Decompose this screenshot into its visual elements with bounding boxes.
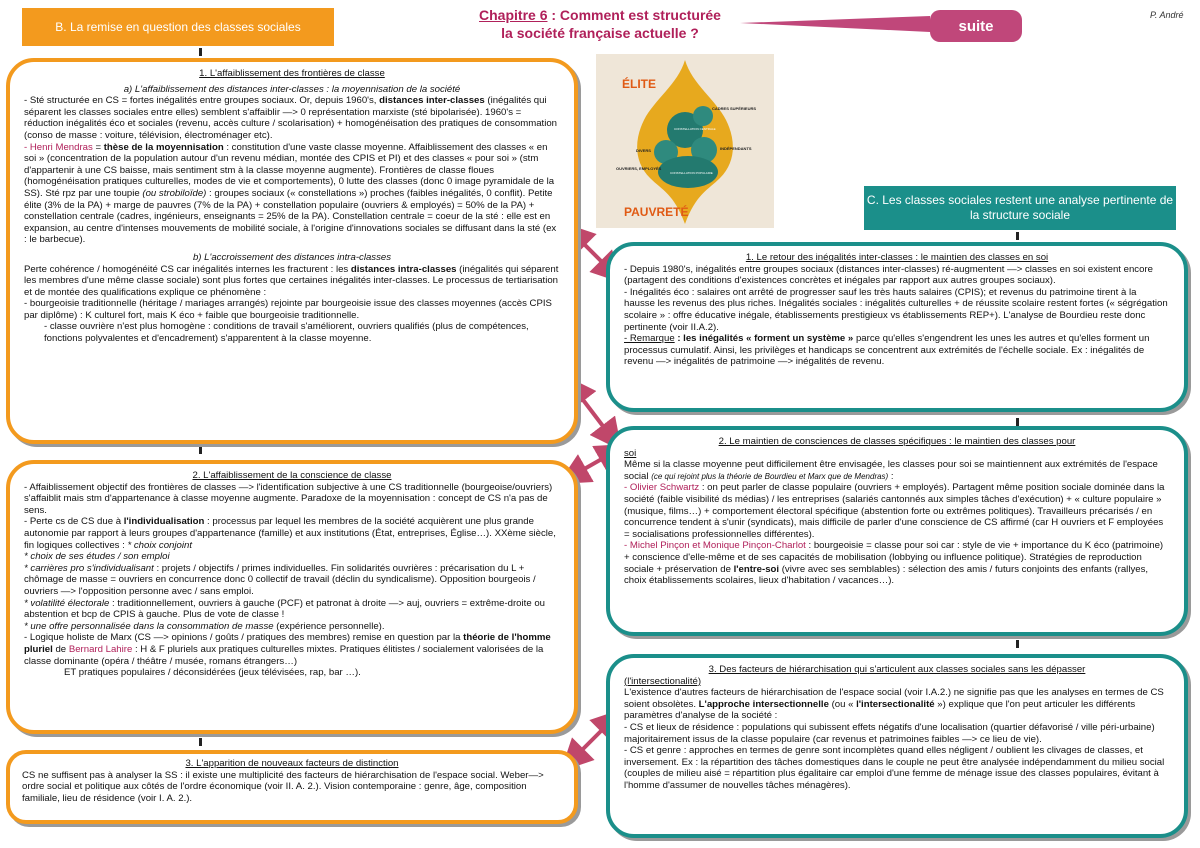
connector-dot xyxy=(199,738,202,746)
constellation-centrale-label: CONSTELLATION CENTRALE xyxy=(674,127,716,131)
c2-title: 2. Le maintien de consciences de classes spécifiques : le maintien des classes pour xyxy=(718,436,1076,447)
b3-paragraph-1: CS ne suffisent pas à analyser la SS : il existe une multiplicité des facteurs de hiérarchisation de l'espace social. Weber—> ordre social et politique aux côtés de l'ordre économique (voir II. A. 2.). Vision contemporaine : genre, âge, composition familiale, lieu de résidence (voir I. A. 2.). xyxy=(22,769,544,804)
c1-title: 1. Le retour des inégalités inter-classes : le maintien des classes en soi xyxy=(745,252,1049,263)
box-c1 xyxy=(606,242,1188,412)
section-b-header: B. La remise en question des classes sociales xyxy=(22,8,334,46)
section-c-header: C. Les classes sociales restent une analyse pertinente de la structure sociale xyxy=(864,186,1176,230)
b1-title: 1. L'affaiblissement des frontières de classe xyxy=(199,68,385,79)
b2-paragraph-1: - Affaiblissement objectif des frontières de classes —> l'identification subjective à une CS traditionnelle (bourgeoise/ouvriers) s'affaiblit mais stm d'appartenance à classe moyenne augmente. Paradoxe de la moyennisation : concept de CS n'a pas de sens. xyxy=(24,481,553,516)
c2-paragraph-1: Même si la classe moyenne peut difficilement être envisagée, les classes pour soi se maintiennent aux extrémités de l'espace social (ce qui rejoint plus la théorie de Bourdieu et Marx que de Mendras) : xyxy=(624,459,1158,482)
b2-paragraph-8: ET pratiques populaires / déconsidérées (jeux télévisées, rap, bar …). xyxy=(64,667,361,679)
c1-paragraph-3: - Remarque : les inégalités « forment un système » parce qu'elles s'engendrent les unes les autres et qu'elles forment un processus cumulatif. Ainsi, les privilèges et handicaps se concentrent aux extrémités de l'échelle sociale. Ex : inégalités de revenu —> inégalités de patrimoine —> inégalités de revenu. xyxy=(624,333,1150,368)
b2-paragraph-2: - Perte cs de CS due à l'individualisation : processus par lequel les membres de la société acquièrent une plus grande autonomie par rapport à leurs groupes d'appartenance (famille) et aux institutions (État, entreprises, Église…). XXème siècle, fin logiques collectives : * choix conjoint xyxy=(24,516,556,551)
b1-b-paragraph-1: Perte cohérence / homogénéité CS car inégalités internes les fracturent : les distances intra-classes (inégalités qui séparent les membres d'une même classe sociale) sont plus fortes que certaines inégalités inter-classes. Le processus de tertiarisation et de montée des qualifications explique ce phénomène : xyxy=(24,263,559,298)
box-c2 xyxy=(606,426,1188,636)
independants-label: INDÉPENDANTS xyxy=(720,146,752,151)
b1-b-paragraph-3: - classe ouvrière n'est plus homogène : conditions de travail s'améliorent, ouvriers qualifiés (plus de compétences, fonctions polyvalentes et d'encadrement) s'apparentent à la classe moyenne. xyxy=(44,321,529,345)
b2-paragraph-5: * volatilité électorale : traditionnellement, ouvriers à gauche (PCF) et patronat à droite —> auj, ouvriers = extrême-droite ou abstention et bcp de CPIS à gauche. Plus de vote de classe ! xyxy=(24,597,545,621)
connector-dot xyxy=(199,48,202,56)
box-b2 xyxy=(6,460,578,734)
b1-b-paragraph-2: - bourgeoisie traditionnelle (héritage / mariages arrangés) rejointe par bourgeoisie issue des classes moyennes (accès CPIS par diplôme) : K culturel fort, mais K éco + faible que bourgeoisie traditionnelle. xyxy=(24,298,552,321)
elite-label: ÉLITE xyxy=(622,77,657,91)
connector-dot xyxy=(1016,232,1019,240)
chapter-label: Chapitre 6 xyxy=(479,7,548,23)
pauvrete-label: PAUVRETÉ xyxy=(624,205,689,219)
b2-paragraph-7: - Logique holiste de Marx (CS —> opinions / goûts / pratiques des membres) remise en question par la théorie de l'homme pluriel de Bernard Lahire : H & F pluriels aux pratiques culturelles mixtes. Pratiques élitistes / socialement valorisées de la classe dominante (opéra / théâtre / musée, romans étrangers…) xyxy=(24,632,551,667)
b2-paragraph-4: * carrières pro s'individualisant : projets / objectifs / primes individuelles. Fin solidarités ouvrières : précarisation du L + chômage de masse = ouvriers en concurrence donc 0 collectif de travail (déclin du syndicalisme). Opposition bourgeois / ouvriers —> l'opposition personne avec / sans emploi. xyxy=(24,562,536,597)
c2-paragraph-2: - Olivier Schwartz : on peut parler de classe populaire (ouvriers + employés). Partagent même position sociale dominée dans la société (faible visibilité ds médias) / les entreprises (salariés cantonnés aux simples tâches d'exécution) + « culture populaire » (musique, films…) + comportement électoral spécifique (abstention forte ou extrêmes politiques). Travailleurs précarisés / en concurrence tendent à s'unir (syndicats), mais difficile de parler d'une conscience de CS affirmé (car H ouvriers et F employées = socialisations professionnelles différentes). xyxy=(624,482,1165,540)
page-title xyxy=(420,6,780,42)
c2-title-cont: soi xyxy=(624,447,637,459)
b1-a-paragraph-2: - Henri Mendras = thèse de la moyennisation : constitution d'une vaste classe moyenne. Affaiblissement des classes « en soi » (concentration de la population autour d'un revenu médian, montée des CPIS et PI) et des classes « pour soi » (stm d'appartenir à une CS baisse, mais sentiment stm à la classe moyenne augmente). Frontières de classe floues (homogénéisation pratiques culturelles, modes de vie et comportements), 0 lutte des classes (donc 0 image pyramidale de la SS). Sté rpz par une toupie (ou strobiloïde) : groupes sociaux (« constellations ») proches (faibles inégalités, 0 conflit). Petite élite (3% de la PA) + marge de pauvres (7% de la PA) + constellation populaire (ouvriers & employés) = 50% de la PA) + constellation centrale (cadres, ingénieurs, enseignants = 25% de la PA). Constellation centrale = coeur de la sté : elle est en expansion, au centre d'intenses mouvements de mobilité sociale, à l'origine d'innovations sociales se diffusant dans la sté (ex : le barbecue). xyxy=(24,141,557,246)
b2-paragraph-6: * une offre personnalisée dans la consommation de masse (expérience personnelle). xyxy=(24,620,385,632)
connector-dot xyxy=(199,446,202,454)
b2-title: 2. L'affaiblissement de la conscience de classe xyxy=(192,470,392,481)
b1-a-paragraph-1: - Sté structurée en CS = fortes inégalités entre groupes sociaux. Or, depuis 1960's, distances inter-classes (inégalités qui séparent les classes sociales entre elles) semblent s'affaiblir —> 0 représentation marxiste (sté bipolarisée). 1960's = réduction inégalités éco et sociales (revenu, accès culture / scolarisation) + homogénéisation des pratiques de consommation (conso de masse : voiture, télévision, électroménager etc). xyxy=(24,95,558,141)
constellation-populaire-label: CONSTELLATION POPULAIRE xyxy=(670,171,713,175)
box-b1 xyxy=(6,58,578,444)
c1-paragraph-2: - Inégalités éco : salaires ont arrêté de progresser sauf les très hauts salaires (CPIS); et revenus du patrimoine tirent à la hausse les revenus des plus riches. Inégalités sociales : inégalités culturelles + de réussite scolaire restent fortes (« ségrégation scolaire » : offre éducative inégale, établissements prestigieux vs établissements REP+). L'analyse de Bourdieu reste donc pertinente (voir II.A.2). xyxy=(624,286,1168,333)
b2-paragraph-3: * choix de ses études / son emploi xyxy=(24,551,170,563)
c3-title: 3. Des facteurs de hiérarchisation qui s'articulent aux classes sociales sans les dépasser xyxy=(708,664,1086,675)
box-c3 xyxy=(606,654,1188,838)
box-b3 xyxy=(6,750,578,824)
suite-button[interactable]: suite xyxy=(930,10,1022,42)
connector-dot xyxy=(1016,640,1019,648)
title-ribbon xyxy=(740,14,940,34)
ouvriers-label: OUVRIERS, EMPLOYÉS xyxy=(616,166,662,171)
cadres-label: CADRES SUPÉRIEURS xyxy=(712,106,757,111)
b1-subtitle-b: b) L'accroissement des distances intra-classes xyxy=(192,251,392,263)
arrow-b1-c2 xyxy=(574,388,612,438)
spinning-top-illustration xyxy=(596,54,774,228)
c3-paragraph-1: L'existence d'autres facteurs de hiérarchisation de l'espace social (voir I.A.2.) ne signifie pas que les analyses en termes de CS soient obsolètes. L'approche intersectionnelle (ou « l'intersectionalité ») explique que l'on peut articuler les différents paramètres d'analyse de la société : xyxy=(624,687,1164,722)
author: P. André xyxy=(1150,10,1184,20)
c1-paragraph-1: - Depuis 1980's, inégalités entre groupes sociaux (distances inter-classes) ré-augmentent —> classes en soi existent encore (partagent des conditions d'existences concrètes et inégales par rapport aux autres groupes sociaux). xyxy=(624,263,1153,287)
chapter-title-line2: la société française actuelle ? xyxy=(501,25,699,41)
chapter-title-line1: : Comment est structurée xyxy=(547,7,721,23)
c2-paragraph-3: - Michel Pinçon et Monique Pinçon-Charlot : bourgeoisie = classe pour soi car : style de vie + importance du K éco (patrimoine) + conscience d'elle-même et de ses capacités de mobilisation (lobbying ou influence politique). Stratégies de reproduction sociale + préservation de l'entre-soi (vivre avec ses semblables) : sélection des amis / futurs conjoints des enfants (rallyes, choix établissements scolaires, lieux d'habitation / vacances…). xyxy=(624,540,1164,587)
b3-title: 3. L'apparition de nouveaux facteurs de distinction xyxy=(185,758,399,769)
divers-label: DIVERS xyxy=(636,148,651,153)
c3-title-cont: (l'intersectionalité) xyxy=(624,675,702,687)
b1-subtitle-a: a) L'affaiblissement des distances inter-classes : la moyennisation de la société xyxy=(123,83,461,95)
c3-paragraph-2: - CS et lieux de résidence : populations qui subissent effets négatifs d'une localisation (quartier défavorisé / ville péri-urbaine) majoritairement issus de la classe populaire (car revenus et patrimoines faibles —> ce lieu de vie). xyxy=(624,721,1155,745)
c3-paragraph-3: - CS et genre : approches en termes de genre sont incomplètes quand elles négligent / oublient les clivages de classes, et inversement. Ex : la répartition des tâches domestiques dans le couple ne peut être analysée indépendamment du milieu social (couples de milieu aisé = répartition plus égalitaire car emploi d'une femme de ménage issue des classes populaires, évitant à l'homme d'assumer de nouvelles tâches ménagères). xyxy=(624,745,1165,791)
connector-dot xyxy=(1016,418,1019,426)
